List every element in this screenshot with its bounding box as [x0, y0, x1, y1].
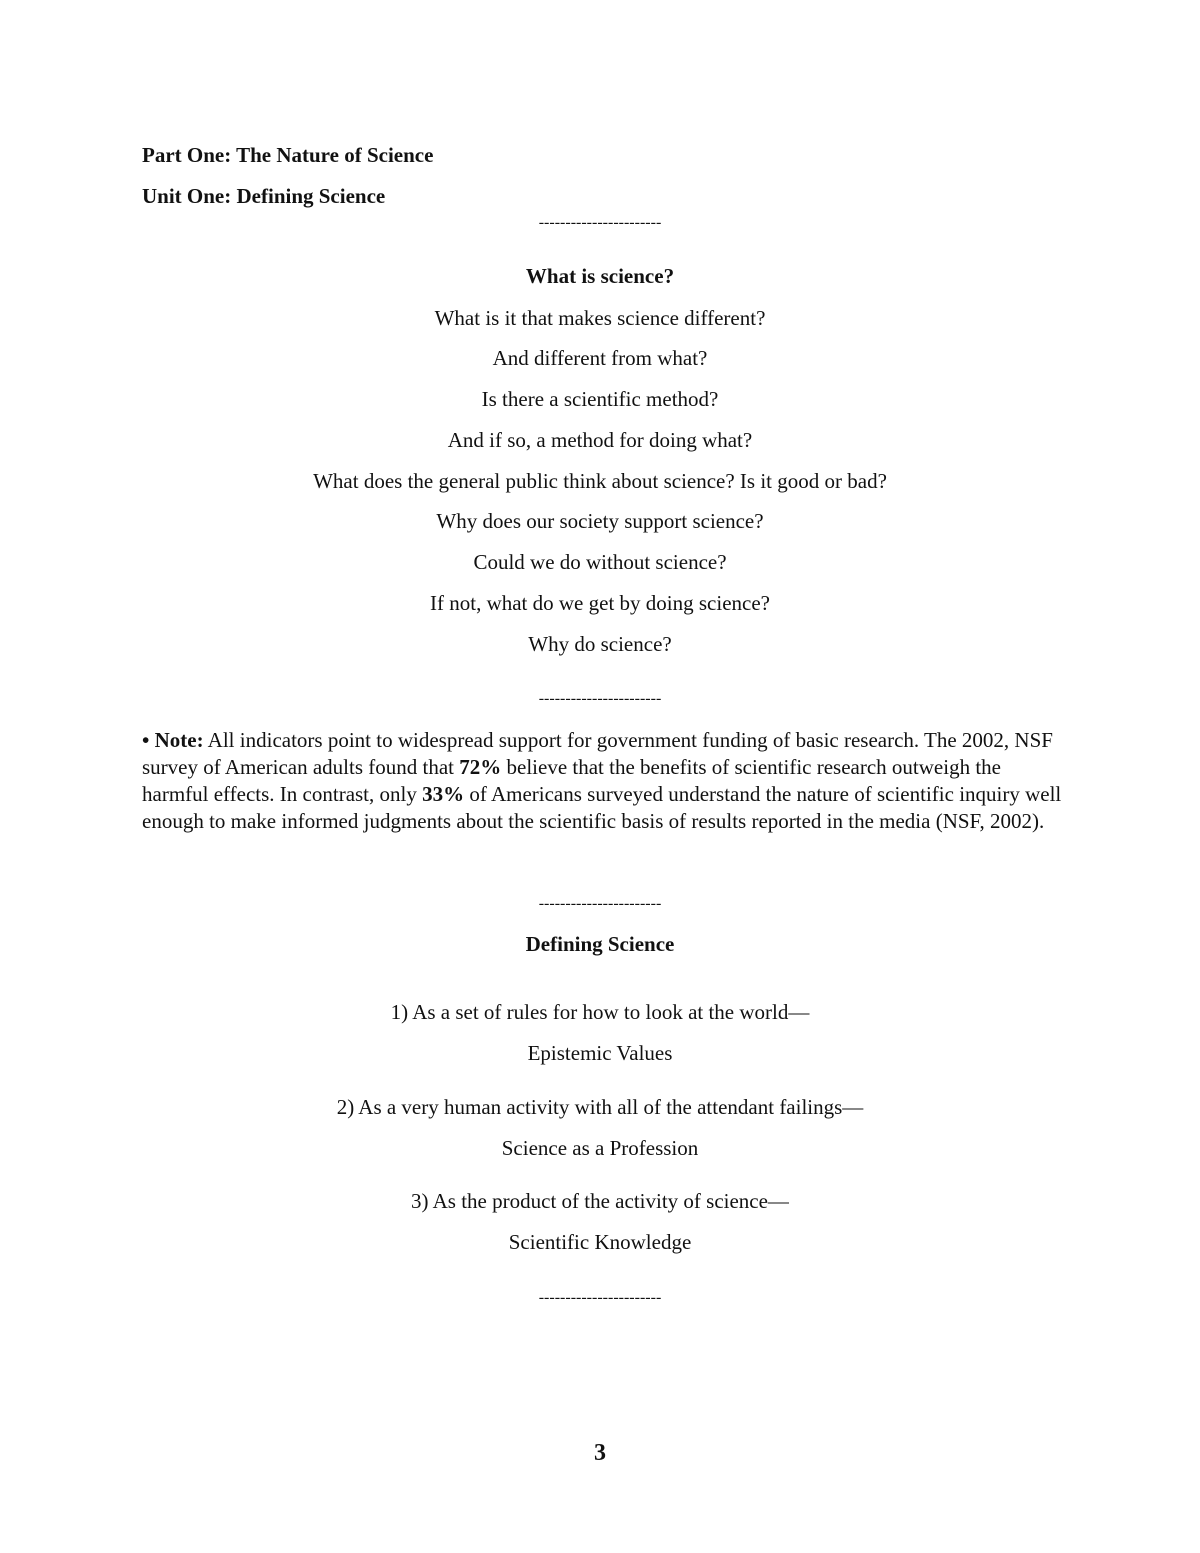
question-line: Why do science?	[528, 632, 672, 656]
part-heading: Part One: The Nature of Science	[142, 143, 434, 167]
note-label: Note:	[154, 728, 204, 752]
question-line: Why does our society support science?	[436, 509, 764, 533]
question-line: What is it that makes science different?	[434, 306, 766, 330]
definition-term: Epistemic Values	[527, 1041, 673, 1065]
note-text: All indicators point to widespread support for government funding of basic research. The 2002, NSF survey of American adults found that	[142, 728, 1053, 779]
section-divider: -----------------------	[538, 1289, 662, 1306]
question-line: And different from what?	[492, 346, 708, 370]
definition-line: 1) As a set of rules for how to look at the world—	[390, 1000, 810, 1024]
defining-title: Defining Science	[525, 932, 675, 956]
note-stat: 72%	[459, 755, 502, 779]
section-divider: -----------------------	[538, 214, 662, 231]
definition-term: Science as a Profession	[501, 1136, 699, 1160]
question-line: And if so, a method for doing what?	[447, 428, 753, 452]
question-line: If not, what do we get by doing science?	[430, 591, 770, 615]
note-text: of Americans surveyed understand the nature of scientific inquiry well enough to make informed judgments about the scientific basis of results reported in the media (NSF, 2002).	[142, 782, 1062, 833]
note-stat: 33%	[422, 782, 465, 806]
section-divider: -----------------------	[538, 690, 662, 707]
question-line: Is there a scientific method?	[481, 387, 719, 411]
note-paragraph	[142, 727, 1062, 835]
unit-heading: Unit One: Defining Science	[142, 184, 386, 208]
note-text: believe that the benefits of scientific research outweigh the harmful effects. In contrast, only	[142, 755, 1001, 806]
question-line: What does the general public think about science? Is it good or bad?	[313, 469, 887, 493]
page-number: 3	[594, 1440, 606, 1466]
question-line: Could we do without science?	[473, 550, 727, 574]
definition-line: 2) As a very human activity with all of the attendant failings—	[336, 1095, 864, 1119]
questions-title: What is science?	[525, 264, 675, 288]
note-bullet: •	[142, 728, 150, 752]
definition-term: Scientific Knowledge	[508, 1230, 692, 1254]
section-divider: -----------------------	[538, 895, 662, 912]
definition-line: 3) As the product of the activity of science—	[411, 1189, 789, 1213]
